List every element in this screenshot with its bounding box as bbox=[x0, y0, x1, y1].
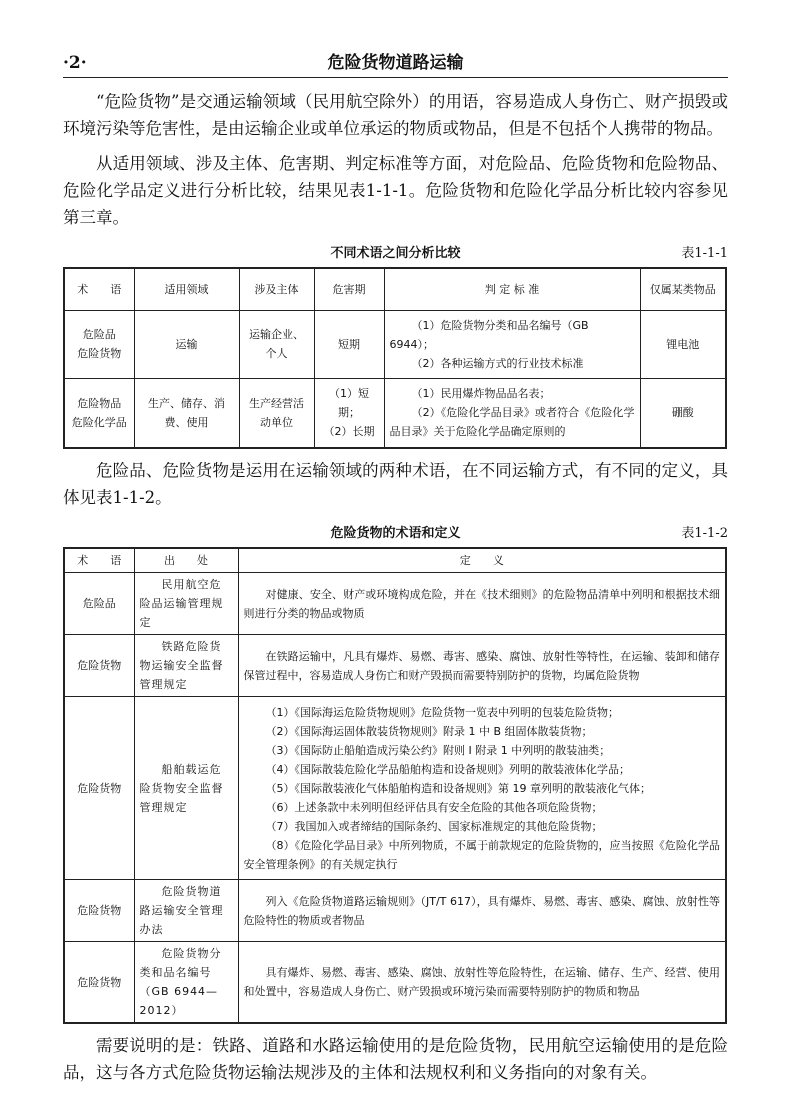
cell-example: 锂电池 bbox=[640, 310, 726, 378]
cell-definition: 对健康、安全、财产或环境构成危险，并在《技术细则》的危险物品清单中列明和根据技术细则进行分类的物品或物质 bbox=[238, 573, 726, 635]
definition-item: （2）《国际海运固体散装货物规则》附录 1 中 B 组固体散装货物； bbox=[265, 724, 593, 738]
cell-field: 运输 bbox=[134, 310, 239, 378]
definition-item: （7）我国加入或者缔结的国际条约、国家标准规定的其他危险货物； bbox=[265, 819, 603, 833]
column-header: 仅属某类物品 bbox=[640, 268, 726, 310]
column-header: 出 处 bbox=[134, 548, 238, 573]
page-number: ·2· bbox=[63, 53, 87, 73]
table-term-comparison bbox=[63, 267, 727, 449]
cell-term: 危险货物 bbox=[64, 635, 134, 697]
criteria-line: （2）《危险化学品目录》或者符合《危险化学品目录》关于危险化学品确定原则的 bbox=[389, 406, 635, 439]
cell-term: 危险品 bbox=[64, 573, 134, 635]
term-line: 危险货物 bbox=[77, 347, 122, 360]
running-title: 危险货物道路运输 bbox=[327, 53, 464, 73]
period-line: （1）短期； bbox=[329, 387, 369, 420]
column-header: 定 义 bbox=[238, 548, 726, 573]
column-header: 术 语 bbox=[64, 548, 134, 573]
table2-number: 表1-1-2 bbox=[681, 526, 728, 541]
definition-item: （3）《国际防止船舶造成污染公约》附则 I 附录 1 中列明的散装油类； bbox=[265, 743, 611, 757]
cell-definition: 列入《危险货物道路运输规则》（JT/T 617），具有爆炸、易燃、毒害、感染、腐蚀、放射性等危险特性的物质或者物品 bbox=[238, 880, 726, 942]
cell-criteria bbox=[384, 378, 640, 448]
paragraph-4: 需要说明的是：铁路、道路和水路运输使用的是危险货物，民用航空运输使用的是危险品，这与各方式危险货物运输法规涉及的主体和法规权利和义务指向的对象有关。 bbox=[63, 1036, 728, 1082]
period-line: （2）长期 bbox=[323, 425, 375, 439]
column-header: 术 语 bbox=[64, 268, 134, 310]
subject-line: 个人 bbox=[265, 347, 288, 360]
paragraph-1: “危险货物”是交通运输领域（民用航空除外）的用语，容易造成人身伤亡、财产损毁或环境污染等危害性，是由运输企业或单位承运的物质或物品，但是不包括个人携带的物品。 bbox=[63, 92, 728, 138]
cell-term: 危险货物 bbox=[64, 880, 134, 942]
cell-term: 危险货物 bbox=[64, 697, 134, 880]
table-row bbox=[64, 697, 726, 880]
cell-source: 危险货物分类和品名编号（GB 6944—2012） bbox=[134, 942, 238, 1024]
cell-definition: 在铁路运输中，凡具有爆炸、易燃、毒害、感染、腐蚀、放射性等特性，在运输、装卸和储存保管过程中，容易造成人身伤亡和财产毁损而需要特别防护的货物，均属危险货物 bbox=[238, 635, 726, 697]
cell-source: 船舶载运危险货物安全监督管理规定 bbox=[134, 697, 238, 880]
table-row bbox=[64, 310, 726, 378]
cell-subject bbox=[239, 378, 314, 448]
cell-subject bbox=[239, 310, 314, 378]
cell-term: 危险货物 bbox=[64, 942, 134, 1024]
cell-source: 危险货物道路运输安全管理办法 bbox=[134, 880, 238, 942]
definition-item: （8）《危险化学品目录》中所列物质，不属于前款规定的危险货物的，应当按照《危险化学品安全管理条例》的有关规定执行 bbox=[243, 838, 720, 871]
definition-item: （5）《国际散装液化气体船舶构造和设备规则》第 19 章列明的散装液化气体； bbox=[265, 781, 651, 795]
subject-line: 生产经营活 bbox=[249, 396, 304, 410]
criteria-line: （1）民用爆炸物品品名表； bbox=[411, 387, 551, 401]
table-terms-definitions bbox=[63, 547, 727, 1024]
definition-item: （6）上述条款中未列明但经评估具有安全危险的其他各项危险货物； bbox=[265, 800, 603, 814]
cell-field: 生产、储存、消费、使用 bbox=[134, 378, 239, 448]
definition-item: （4）《国际散装危险化学品船舶构造和设备规则》列明的散装液体化学品； bbox=[265, 762, 630, 776]
cell-example: 硼酸 bbox=[640, 378, 726, 448]
subject-line: 运输企业、 bbox=[249, 328, 304, 341]
table1-number: 表1-1-1 bbox=[681, 246, 728, 261]
cell-term bbox=[64, 378, 134, 448]
table2-caption: 危险货物的术语和定义 bbox=[330, 526, 461, 541]
table-row bbox=[64, 378, 726, 448]
table1-caption: 不同术语之间分析比较 bbox=[330, 246, 461, 261]
table2-caption-row bbox=[63, 525, 728, 543]
cell-period: 短期 bbox=[314, 310, 384, 378]
term-line: 危险物品 bbox=[77, 396, 122, 410]
cell-source: 民用航空危险品运输管理规定 bbox=[134, 573, 238, 635]
column-header: 判 定 标 准 bbox=[384, 268, 640, 310]
column-header: 涉及主体 bbox=[239, 268, 314, 310]
table-row bbox=[64, 635, 726, 697]
column-header: 适用领域 bbox=[134, 268, 239, 310]
cell-period bbox=[314, 378, 384, 448]
term-line: 危险化学品 bbox=[71, 415, 127, 429]
paragraph-2: 从适用领域、涉及主体、危害期、判定标准等方面，对危险品、危险货物和危险物品、危险化学品定义进行分析比较，结果见表1-1-1。危险货物和危险化学品分析比较内容参见第三章。 bbox=[63, 154, 728, 227]
cell-criteria bbox=[384, 310, 640, 378]
cell-term bbox=[64, 310, 134, 378]
criteria-line: （1）危险货物分类和品名编号（GB 6944）； bbox=[389, 318, 589, 351]
cell-definition bbox=[238, 697, 726, 880]
table-row bbox=[64, 573, 726, 635]
table-row bbox=[64, 880, 726, 942]
table-header-row bbox=[64, 548, 726, 573]
paragraph-3: 危险品、危险货物是运用在运输领域的两种术语，在不同运输方式，有不同的定义，具体见表1-1-2。 bbox=[63, 461, 728, 507]
definition-item: （1）《国际海运危险货物规则》危险货物一览表中列明的包装危险货物； bbox=[265, 705, 619, 719]
cell-source: 铁路危险货物运输安全监督管理规定 bbox=[134, 635, 238, 697]
term-line: 危险品 bbox=[82, 328, 116, 341]
table1-caption-row bbox=[63, 245, 728, 263]
subject-line: 动单位 bbox=[260, 415, 293, 429]
table-header-row bbox=[64, 268, 726, 310]
cell-definition: 具有爆炸、易燃、毒害、感染、腐蚀、放射性等危险特性，在运输、储存、生产、经营、使用和处置中，容易造成人身伤亡、财产毁损或环境污染而需要特别防护的物质和物品 bbox=[238, 942, 726, 1024]
column-header: 危害期 bbox=[314, 268, 384, 310]
table-row bbox=[64, 942, 726, 1024]
criteria-line: （2）各种运输方式的行业技术标准 bbox=[411, 356, 584, 370]
running-header bbox=[63, 48, 728, 78]
